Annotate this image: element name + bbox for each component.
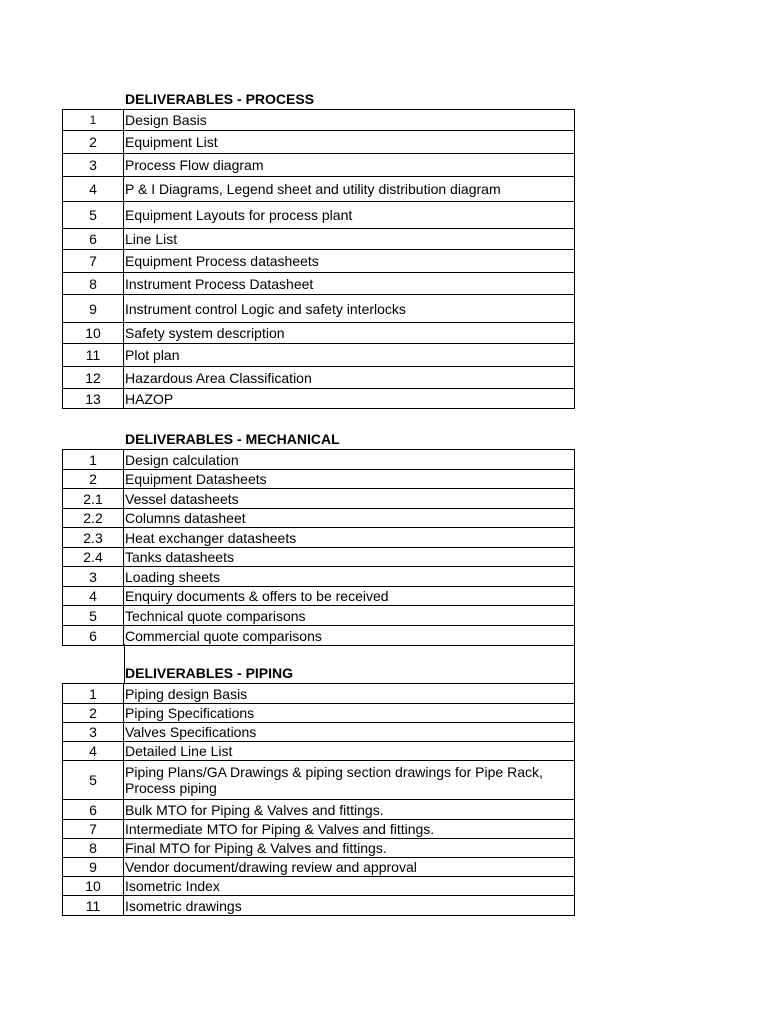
row-number: 1 [63,684,124,704]
table-row [63,528,575,548]
row-number: 1 [63,110,124,131]
table-row [63,177,575,202]
row-description: Loading sheets [124,567,575,587]
row-number: 2.2 [63,509,124,528]
row-number: 8 [63,273,124,295]
row-number: 2.1 [63,489,124,509]
row-description: P & I Diagrams, Legend sheet and utility distribution diagram [124,177,575,202]
table-row [63,110,575,131]
table-row [63,323,575,344]
row-description: Equipment Layouts for process plant [124,202,575,229]
row-number: 11 [63,896,124,916]
row-description: Enquiry documents & offers to be received [124,587,575,606]
table-row [63,344,575,367]
row-number: 12 [63,367,124,389]
table-row [63,820,575,839]
row-number: 9 [63,858,124,877]
row-description: Equipment Process datasheets [124,250,575,273]
row-description: Piping design Basis [124,684,575,704]
row-number: 7 [63,820,124,839]
row-description: Commercial quote comparisons [124,626,575,646]
row-description: HAZOP [124,389,575,409]
row-description: Tanks datasheets [124,548,575,567]
table-row [63,877,575,896]
table-row [63,250,575,273]
row-description: Safety system description [124,323,575,344]
table-row [63,587,575,606]
table-row [63,450,575,470]
row-description: Isometric drawings [124,896,575,916]
row-number: 11 [63,344,124,367]
row-description: Heat exchanger datasheets [124,528,575,548]
row-number: 7 [63,250,124,273]
table-row [63,723,575,742]
row-number: 13 [63,389,124,409]
table-row [63,800,575,820]
table-row [63,858,575,877]
table-row [63,509,575,528]
row-number: 2.3 [63,528,124,548]
row-number: 4 [63,177,124,202]
row-description: Hazardous Area Classification [124,367,575,389]
row-description: Plot plan [124,344,575,367]
row-description: Process Flow diagram [124,154,575,177]
row-number: 10 [63,323,124,344]
row-number: 5 [63,202,124,229]
row-number: 6 [63,626,124,646]
row-number: 8 [63,839,124,858]
row-number: 9 [63,295,124,323]
mechanical-deliverables-table [62,449,575,646]
row-number: 6 [63,800,124,820]
row-number: 2.4 [63,548,124,567]
table-row [63,839,575,858]
row-description: Detailed Line List [124,742,575,761]
row-number: 2 [63,470,124,489]
row-number: 1 [63,450,124,470]
table-row [63,131,575,154]
column-divider [574,644,575,683]
row-description: Valves Specifications [124,723,575,742]
process-deliverables-table [62,109,575,409]
table-row [63,626,575,646]
row-description: Final MTO for Piping & Valves and fittings. [124,839,575,858]
table-row [63,567,575,587]
table-row [63,154,575,177]
table-row [63,470,575,489]
section-heading-piping: DELIVERABLES - PIPING [125,665,294,681]
row-number: 5 [63,761,124,800]
row-description: Equipment Datasheets [124,470,575,489]
row-description: Piping Plans/GA Drawings & piping section drawings for Pipe Rack, Process piping [124,761,575,800]
row-description: Vessel datasheets [124,489,575,509]
table-row [63,704,575,723]
section-heading-mechanical: DELIVERABLES - MECHANICAL [125,431,340,447]
row-description: Design calculation [124,450,575,470]
row-description: Instrument control Logic and safety interlocks [124,295,575,323]
table-row [63,202,575,229]
table-row [63,742,575,761]
row-description: Line List [124,229,575,250]
row-description: Instrument Process Datasheet [124,273,575,295]
row-number: 4 [63,587,124,606]
row-description: Design Basis [124,110,575,131]
table-row [63,896,575,916]
row-number: 4 [63,742,124,761]
row-number: 10 [63,877,124,896]
table-row [63,229,575,250]
row-description: Intermediate MTO for Piping & Valves and fittings. [124,820,575,839]
table-row [63,295,575,323]
table-row [63,761,575,800]
table-row [63,389,575,409]
table-row [63,684,575,704]
section-heading-process: DELIVERABLES - PROCESS [125,91,315,107]
table-row [63,489,575,509]
row-number: 2 [63,131,124,154]
row-description: Columns datasheet [124,509,575,528]
row-number: 2 [63,704,124,723]
table-row [63,606,575,626]
piping-deliverables-table [62,683,575,916]
row-description: Isometric Index [124,877,575,896]
row-description: Equipment List [124,131,575,154]
table-row [63,367,575,389]
row-description: Vendor document/drawing review and approval [124,858,575,877]
row-number: 3 [63,723,124,742]
table-row [63,548,575,567]
table-row [63,273,575,295]
row-number: 6 [63,229,124,250]
row-description: Bulk MTO for Piping & Valves and fittings. [124,800,575,820]
row-description: Technical quote comparisons [124,606,575,626]
row-description: Piping Specifications [124,704,575,723]
row-number: 5 [63,606,124,626]
row-number: 3 [63,154,124,177]
row-number: 3 [63,567,124,587]
